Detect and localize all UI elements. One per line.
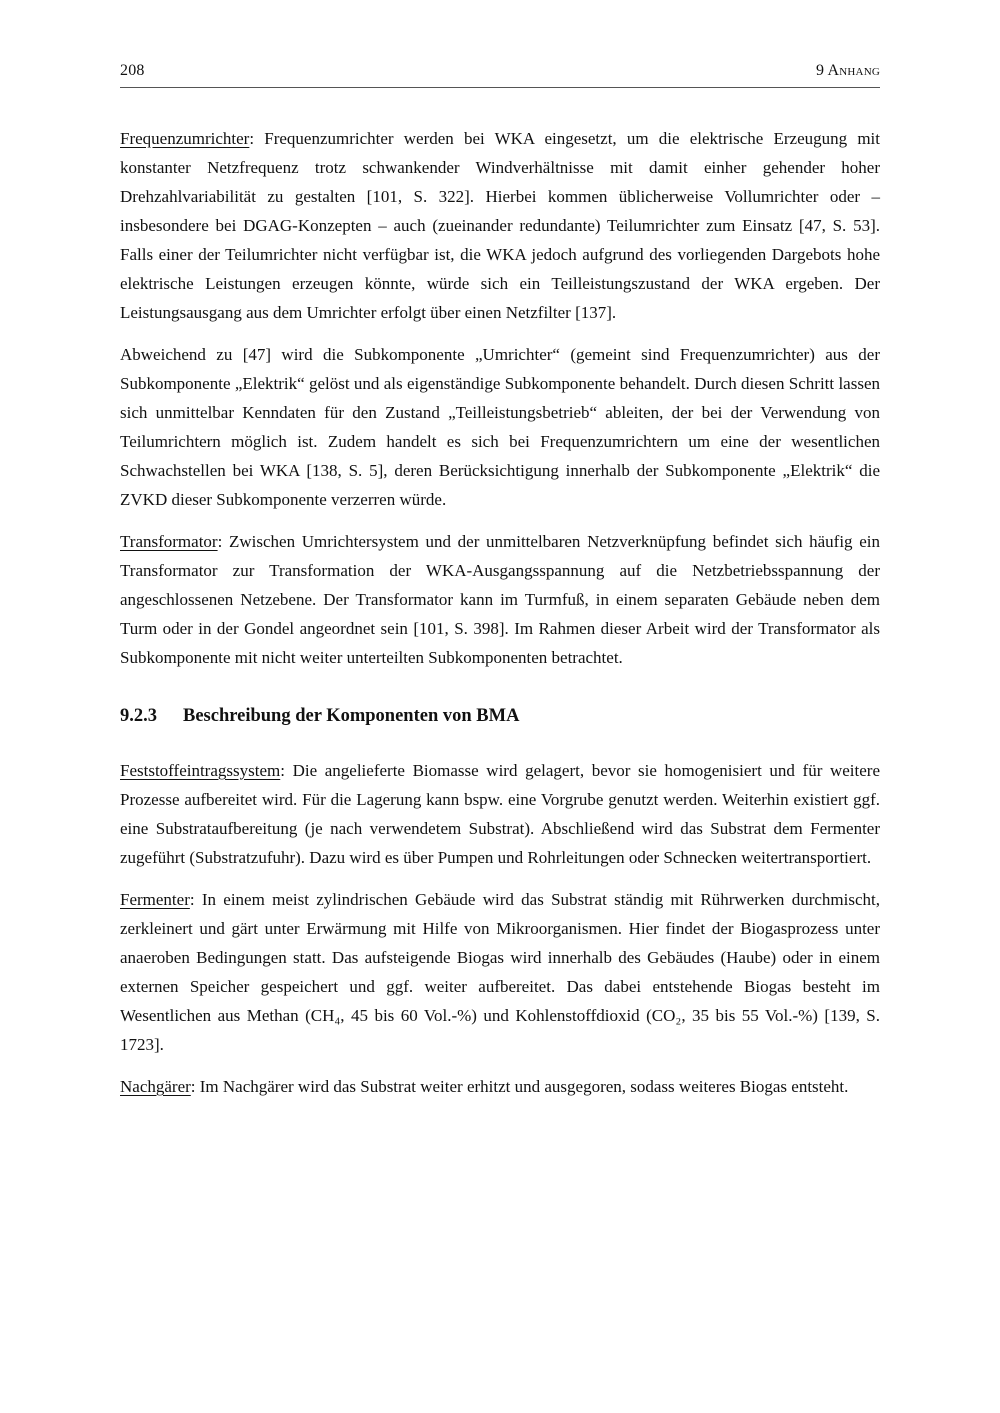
- section-heading: [120, 703, 880, 729]
- paragraph-text: : Im Nachgärer wird das Substrat weiter erhitzt und ausgegoren, sodass weiteres Biogas entsteht.: [190, 1077, 849, 1096]
- page-header: [120, 62, 880, 88]
- paragraph-lead: Feststoffeintragssystem: [120, 761, 281, 780]
- section-number: 9.2.3: [120, 706, 157, 726]
- paragraph-text: : In einem meist zylindrischen Gebäude wird das Substrat ständig mit Rührwerken durchmischt, zerkleinert und gärt unter Erwärmung mit Hilfe von Mikroorganismen. Hier findet der Biogasprozess unter anaeroben Bedingungen statt. Das aufsteigende Biogas wird innerhalb des Gebäudes (Haube) oder in einem externen Speicher gespeichert und ggf. weiter aufbereitet. Das dabei entstehende Biogas besteht im Wesentlichen aus Methan (CH₄, 45 bis 60 Vol.-%) und Kohlenstoffdioxid (CO₂, 35 bis 55 Vol.-%) [139, S. 1723].: [120, 890, 880, 1054]
- paragraph-lead: Frequenzumrichter: [120, 129, 250, 148]
- page-number: 208: [120, 62, 145, 79]
- paragraph-abweichend: [120, 340, 880, 514]
- paragraph-text: : Frequenzumrichter werden bei WKA eingesetzt, um die elektrische Erzeugung mit konstanter Netzfrequenz trotz schwankender Windverhältnisse mit damit einher gehender hoher Drehzahlvariabilität zu gestalten [101, S. 322]. Hierbei kommen üblicherweise Vollumrichter oder – insbesondere bei DGAG-Konzepten – auch (zueinander redundante) Teilumrichter zum Einsatz [47, S. 53]. Falls einer der Teilumrichter nicht verfügbar ist, die WKA jedoch aufgrund des vorliegenden Dargebots hohe elektrische Leistungen erzeugen könnte, würde sich ein Teilleistungszustand der WKA ergeben. Der Leistungsausgang aus dem Umrichter erfolgt über einen Netzfilter [137].: [120, 129, 880, 322]
- paragraph-text: Abweichend zu [47] wird die Subkomponente „Umrichter“ (gemeint sind Frequenzumrichter) aus der Subkomponente „Elektrik“ gelöst und als eigenständige Subkomponente behandelt. Durch diesen Schritt lassen sich unmittelbar Kenndaten für den Zustand „Teilleistungsbetrieb“ ableiten, der bei der Verwendung von Teilumrichtern möglich ist. Zudem handelt es sich bei Frequenzumrichtern um eine der wesentlichen Schwachstellen bei WKA [138, S. 5], deren Berücksichtigung innerhalb der Subkomponente „Elektrik“ die ZVKD dieser Subkomponente verzerren würde.: [120, 345, 880, 509]
- section-title: Beschreibung der Komponenten von BMA: [183, 706, 520, 726]
- paragraph-transformator: [120, 527, 880, 672]
- paragraph-lead: Nachgärer: [120, 1077, 191, 1096]
- running-chapter-title: 9 Anhang: [816, 62, 880, 79]
- paragraph-frequenzumrichter: [120, 124, 880, 327]
- paragraph-lead: Fermenter: [120, 890, 190, 909]
- paragraph-fermenter: [120, 885, 880, 1059]
- paragraph-nachgaerer: [120, 1072, 880, 1101]
- paragraph-lead: Transformator: [120, 532, 218, 551]
- page-body: [120, 124, 880, 1101]
- paragraph-text: : Die angelieferte Biomasse wird gelagert, bevor sie homogenisiert und für weitere Prozesse aufbereitet wird. Für die Lagerung kann bspw. eine Vorgrube genutzt werden. Weiterhin existiert ggf. eine Substrataufbereitung (je nach verwendetem Substrat). Abschließend wird das Substrat dem Fermenter zugeführt (Substratzufuhr). Dazu wird es über Pumpen und Rohrleitungen oder Schnecken weitertransportiert.: [120, 761, 880, 867]
- paragraph-feststoffeintragssystem: [120, 756, 880, 872]
- paragraph-text: : Zwischen Umrichtersystem und der unmittelbaren Netzverknüpfung befindet sich häufig ein Transformator zur Transformation der WKA-Ausgangsspannung auf die Netzbetriebsspannung der angeschlossenen Netzebene. Der Transformator kann im Turmfuß, in einem separaten Gebäude neben dem Turm oder in der Gondel angeordnet sein [101, S. 398]. Im Rahmen dieser Arbeit wird der Transformator als Subkomponente mit nicht weiter unterteilten Subkomponenten betrachtet.: [120, 532, 880, 667]
